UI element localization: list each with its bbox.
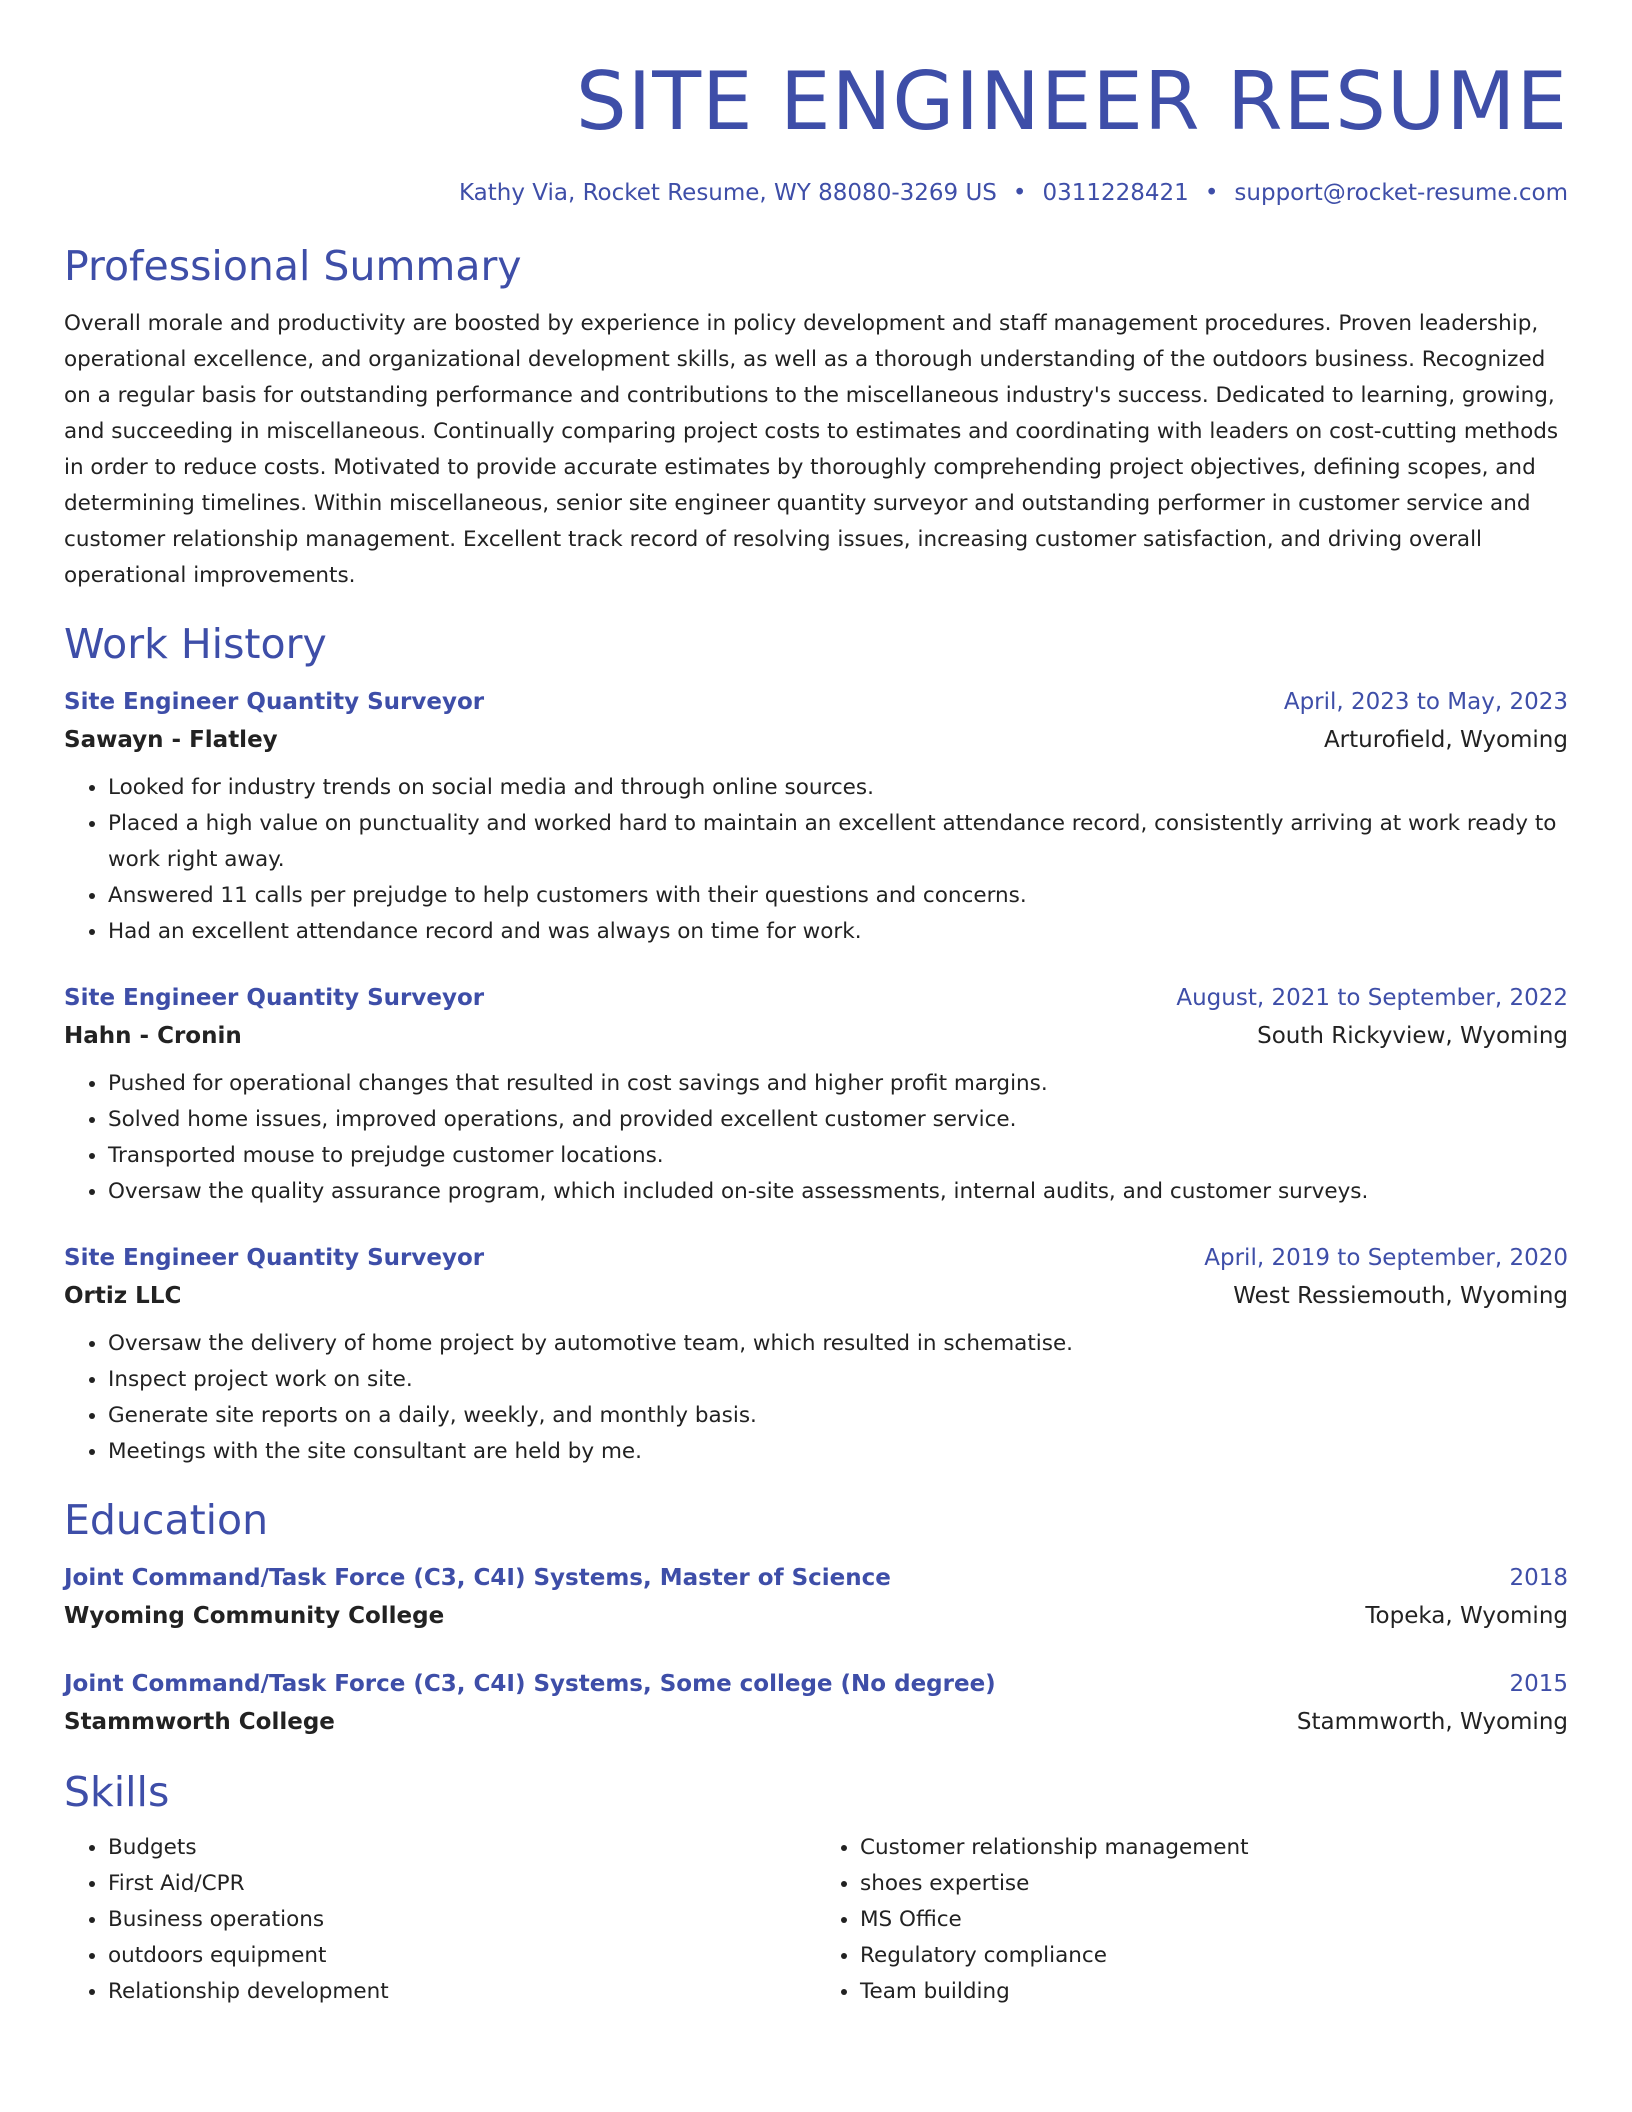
job-bullet: • Answered 11 calls per prejudge to help customers with their questions and concerns. [108,878,1568,914]
job-dates: April, 2019 to September, 2020 [1204,1245,1568,1271]
education-section [64,1492,1568,1742]
summary-text: Overall morale and productivity are boosted by experience in policy development and staff management procedures. Proven leadership, operational excellence, and organizational development skills, as well as a thorough understanding of the outdoors business. Recognized on a regular basis for outstanding performance and contributions to the miscellaneous industry's success. Dedicated to learning, growing, and succeeding in miscellaneous. Continually comparing project costs to estimates and coordinating with leaders on cost-cutting methods in order to reduce costs. Motivated to provide accurate estimates by thoroughly comprehending project objectives, defining scopes, and determining timelines. Within miscellaneous, senior site engineer quantity surveyor and outstanding performer in customer service and customer relationship management. Excellent track record of resolving issues, increasing customer satisfaction, and driving overall operational improvements. [64,311,1559,588]
contact-separator: • [1204,180,1219,206]
skill-item: • shoes expertise [860,1866,1568,1902]
job-title: Site Engineer Quantity Surveyor [64,985,485,1011]
job-company: Hahn - Cronin [64,1023,242,1049]
skill-item: • Regulatory compliance [860,1938,1568,1974]
contact-address: Kathy Via, Rocket Resume, WY 88080-3269 US [458,180,997,206]
job-entry [64,1240,1568,1470]
skill-item: • Relationship development [108,1974,816,2010]
skills-list-right [816,1830,1568,2010]
job-entry [64,980,1568,1210]
skills-list-left [64,1830,816,2010]
education-location: Topeka, Wyoming [1365,1603,1568,1629]
job-location: Arturofield, Wyoming [1323,727,1568,753]
section-heading-summary: Professional Summary [64,242,522,290]
job-bullet: • Generate site reports on a daily, weekly, and monthly basis. [108,1398,1568,1434]
job-company: Ortiz LLC [64,1283,182,1309]
skill-item: • outdoors equipment [108,1938,816,1974]
job-entry [64,684,1568,950]
education-degree: Joint Command/Task Force (C3, C4I) Systems, Some college (No degree) [64,1671,996,1697]
job-bullet: • Meetings with the site consultant are held by me. [108,1434,1568,1470]
contact-separator: • [1012,180,1027,206]
job-location: West Ressiemouth, Wyoming [1233,1283,1568,1309]
job-dates: April, 2023 to May, 2023 [1283,689,1568,715]
job-title: Site Engineer Quantity Surveyor [64,1245,485,1271]
skill-item: • Business operations [108,1902,816,1938]
education-year: 2018 [1509,1565,1568,1591]
skill-item: • Customer relationship management [860,1830,1568,1866]
job-bullet: • Oversaw the delivery of home project by automotive team, which resulted in schematise. [108,1326,1568,1362]
job-bullets [64,1066,1568,1210]
skills-section [64,1764,1568,2010]
section-heading-work-history: Work History [64,620,327,668]
education-location: Stammworth, Wyoming [1296,1709,1568,1735]
skill-item: • Budgets [108,1830,816,1866]
job-bullet: • Placed a high value on punctuality and worked hard to maintain an excellent attendance record, consistently arriving at work ready to work right away. [108,806,1568,878]
job-dates: August, 2021 to September, 2022 [1176,985,1568,1011]
contact-email: support@rocket-resume.com [1234,180,1568,206]
job-bullet: • Looked for industry trends on social media and through online sources. [108,770,1568,806]
job-bullet: • Transported mouse to prejudge customer locations. [108,1138,1568,1174]
job-bullet: • Inspect project work on site. [108,1362,1568,1398]
resume-title: SITE ENGINEER RESUME [575,55,1568,148]
education-entry [64,1560,1568,1636]
job-bullet: • Had an excellent attendance record and was always on time for work. [108,914,1568,950]
education-year: 2015 [1509,1671,1568,1697]
job-bullets [64,770,1568,950]
job-bullet: • Pushed for operational changes that resulted in cost savings and higher profit margins. [108,1066,1568,1102]
job-bullet: • Solved home issues, improved operations, and provided excellent customer service. [108,1102,1568,1138]
skill-item: • MS Office [860,1902,1568,1938]
work-history-section [64,616,1568,1470]
skill-item: • First Aid/CPR [108,1866,816,1902]
job-company: Sawayn - Flatley [64,727,278,753]
job-bullet: • Oversaw the quality assurance program, which included on-site assessments, internal audits, and customer surveys. [108,1174,1568,1210]
skills-columns [64,1820,1568,2010]
section-heading-education: Education [64,1496,269,1544]
contact-line [64,178,1568,208]
job-location: South Rickyview, Wyoming [1257,1023,1568,1049]
education-degree: Joint Command/Task Force (C3, C4I) Systems, Master of Science [64,1565,891,1591]
job-bullets [64,1326,1568,1470]
education-entry [64,1666,1568,1742]
skill-item: • Team building [860,1974,1568,2010]
summary-section [64,238,1568,594]
education-school: Wyoming Community College [64,1603,445,1629]
education-school: Stammworth College [64,1709,335,1735]
contact-phone: 0311228421 [1042,180,1189,206]
job-title: Site Engineer Quantity Surveyor [64,689,485,715]
section-heading-skills: Skills [64,1768,170,1816]
